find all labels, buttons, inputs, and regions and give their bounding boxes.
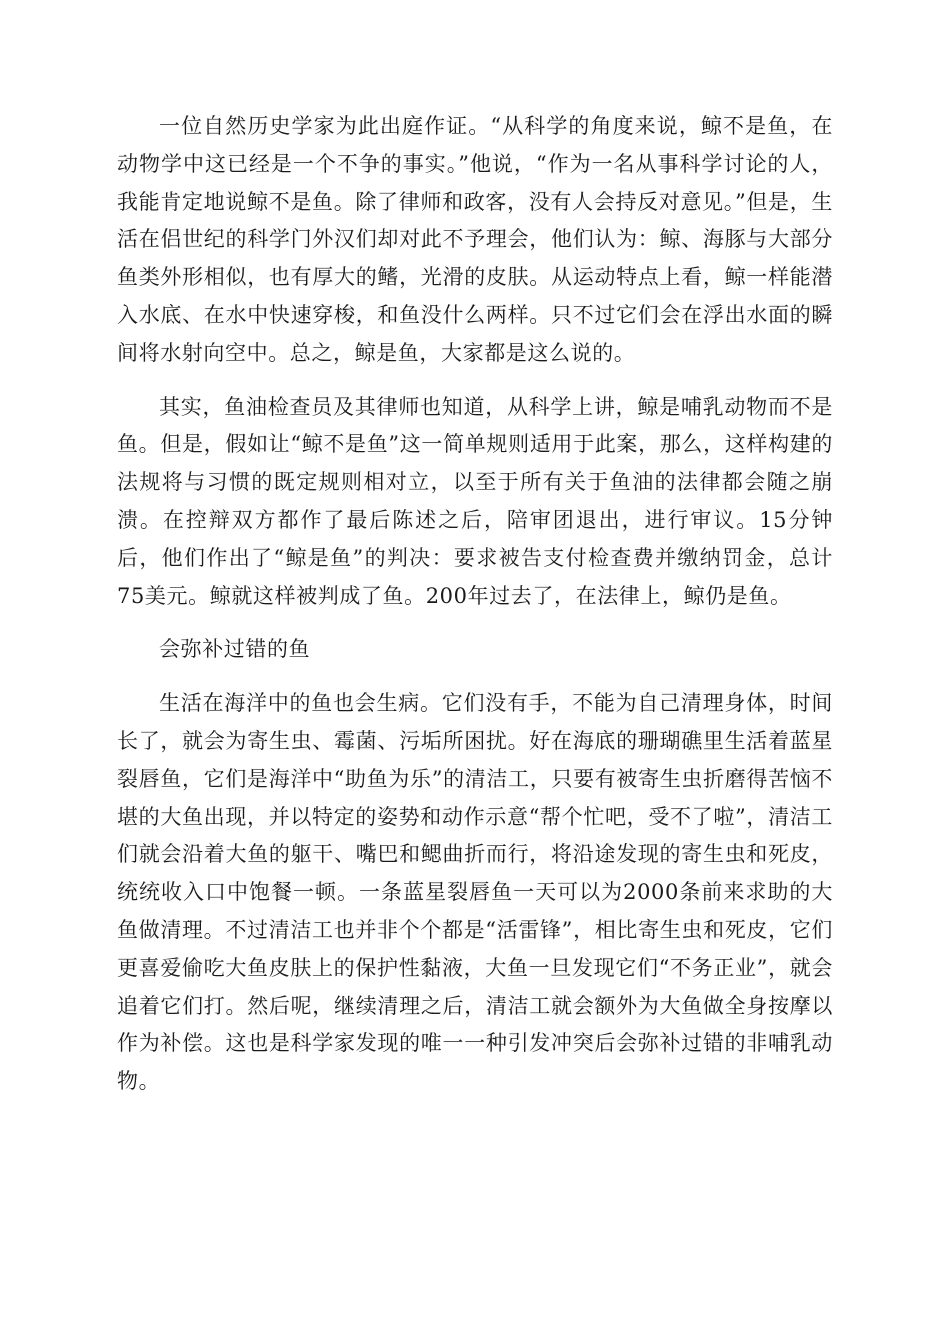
document-page <box>117 108 833 1101</box>
paragraph-whale-testimony: 一位自然历史学家为此出庭作证。“从科学的角度来说，鲸不是鱼，在动物学中这已经是一个不争的事实。”他说，“作为一名从事科学讨论的人，我能肯定地说鲸不是鱼。除了律师和政客，没有人会持反对意见。”但是，生活在侣世纪的科学门外汉们却对此不予理会，他们认为：鲸、海豚与大部分鱼类外形相似，也有厚大的鳍，光滑的皮肤。从运动特点上看，鲸一样能潜入水底、在水中快速穿梭，和鱼没什么两样。只不过它们会在浮出水面的瞬间将水射向空中。总之，鲸是鱼，大家都是这么说的。 <box>117 114 833 365</box>
paragraph-cleaner-fish: 生活在海洋中的鱼也会生病。它们没有手，不能为自己清理身体，时间长了，就会为寄生虫、霉菌、污垢所困扰。好在海底的珊瑚礁里生活着蓝星裂唇鱼，它们是海洋中“助鱼为乐”的清洁工，只要有被寄生虫折磨得苦恼不堪的大鱼出现，并以特定的姿势和动作示意“帮个忙吧，受不了啦”，清洁工们就会沿着大鱼的躯干、嘴巴和鳃曲折而行，将沿途发现的寄生虫和死皮，统统收入口中饱餐一顿。一条蓝星裂唇鱼一天可以为2000条前来求助的大鱼做清理。不过清洁工也并非个个都是“活雷锋”，相比寄生虫和死皮，它们更喜爱偷吃大鱼皮肤上的保护性黏液，大鱼一旦发现它们“不务正业”，就会追着它们打。然后呢，继续清理之后，清洁工就会额外为大鱼做全身按摩以作为补偿。这也是科学家发现的唯一一种引发冲突后会弥补过错的非哺乳动物。 <box>117 691 833 1094</box>
paragraph-whale-verdict: 其实，鱼油检查员及其律师也知道，从科学上讲，鲸是哺乳动物而不是鱼。但是，假如让“鲸不是鱼”这一简单规则适用于此案，那么，这样构建的法规将与习惯的既定规则相对立，以至于所有关于鱼油的法律都会随之崩溃。在控辩双方都作了最后陈述之后，陪审团退出，进行审议。15分钟后，他们作出了“鲸是鱼”的判决：要求被告支付检查费并缴纳罚金，总计75美元。鲸就这样被判成了鱼。200年过去了，在法律上，鲸仍是鱼。 <box>117 394 833 608</box>
section-heading: 会弥补过错的鱼 <box>159 637 311 662</box>
